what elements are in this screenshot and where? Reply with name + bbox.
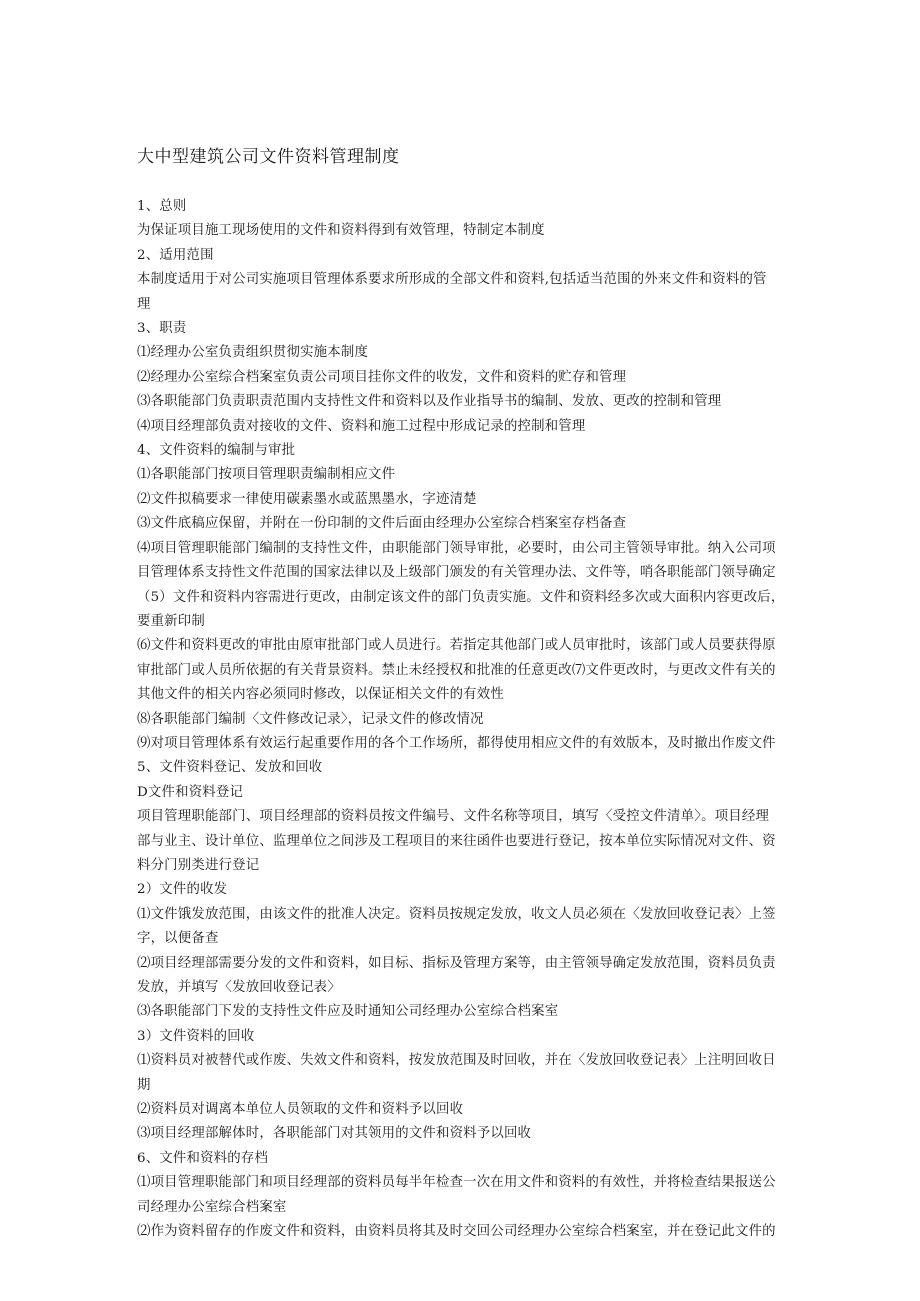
text-line: ⑵作为资料留存的作废文件和资料，由资料员将其及时交回公司经理办公室综合档案室，并在登记此文件的 bbox=[137, 1224, 776, 1240]
text-line: 为保证项目施工现场使用的文件和资料得到有效管理，特制定本制度 bbox=[137, 223, 545, 239]
text-line: 料分门别类进行登记 bbox=[137, 857, 260, 873]
document-body bbox=[137, 195, 872, 1244]
text-line: 3）文件资料的回收 bbox=[137, 1028, 255, 1044]
text-line: ⑴项目管理职能部门和项目经理部的资料员每半年检查一次在用文件和资料的有效性，并将检查结果报送公 bbox=[137, 1175, 776, 1191]
text-line: ⑷项目经理部负责对接收的文件、资料和施工过程中形成记录的控制和管理 bbox=[137, 418, 586, 434]
text-line: 4、文件资料的编制与审批 bbox=[137, 443, 296, 459]
text-line: 1、总则 bbox=[137, 199, 187, 214]
text-line: 6、文件和资料的存档 bbox=[137, 1150, 269, 1166]
text-line: 2）文件的收发 bbox=[137, 882, 228, 898]
text-line: ⑻各职能部门编制〈文件修改记录〉，记录文件的修改情况 bbox=[137, 711, 484, 727]
text-line: ⑶项目经理部解体时，各职能部门对其领用的文件和资料予以回收 bbox=[137, 1126, 532, 1142]
document-title: 大中型建筑公司文件资料管理制度 bbox=[137, 147, 400, 167]
text-line: 项目管理职能部门、项目经理部的资料员按文件编号、文件名称等项目，填写〈受控文件清单〉。项目经理 bbox=[137, 809, 770, 825]
text-line: 理 bbox=[137, 296, 151, 312]
text-line: ⑴经理办公室负责组织贯彻实施本制度 bbox=[137, 345, 369, 361]
text-line: ⑴文件饿发放范围，由该文件的批准人决定。资料员按规定发放，收文人员必须在〈发放回收登记表〉上签 bbox=[137, 906, 776, 922]
text-line: ⑵文件拟稿要求一律使用碳素墨水或蓝黑墨水，字迹清楚 bbox=[137, 491, 477, 507]
text-line: ⑶各职能部门下发的支持性文件应及时通知公司经理办公室综合档案室 bbox=[137, 1004, 559, 1020]
text-line: ⑵资料员对调离本单位人员领取的文件和资料予以回收 bbox=[137, 1102, 464, 1118]
text-line: 字，以便备查 bbox=[137, 931, 219, 947]
text-line: 发放，并填写〈发放回收登记表〉 bbox=[137, 980, 341, 995]
text-line: 其他文件的相关内容必须同时修改，以保证相关文件的有效性 bbox=[137, 687, 504, 703]
text-line: 2、适用范围 bbox=[137, 247, 214, 263]
text-line: ⑶各职能部门负责职责范围内支持性文件和资料以及作业指导书的编制、发放、更改的控制和管理 bbox=[137, 394, 722, 410]
text-line: 期 bbox=[137, 1077, 151, 1093]
text-line: 5、文件资料登记、发放和回收 bbox=[137, 760, 323, 776]
text-line: 目管理体系支持性文件范围的国家法律以及上级部门颁发的有关管理办法、文件等，哨各职能部门领导确定 bbox=[137, 565, 776, 581]
text-line: 审批部门或人员所依据的有关背景资料。禁止未经授权和批准的任意更改⑺文件更改时，与更改文件有关的 bbox=[137, 662, 776, 678]
text-line: D文件和资料登记 bbox=[137, 784, 244, 800]
text-line: 要重新印制 bbox=[137, 613, 205, 629]
text-line: ⑵经理办公室综合档案室负责公司项目挂你文件的收发，文件和资料的贮存和管理 bbox=[137, 369, 627, 385]
text-line: （5）文件和资料内容需进行更改，由制定该文件的部门负责实施。文件和资料经多次或大面积内容更改后， bbox=[137, 589, 785, 605]
document-page bbox=[137, 146, 872, 1244]
text-line: ⑵项目经理部需要分发的文件和资料，如目标、指标及管理方案等，由主管领导确定发放范围，资料员负责 bbox=[137, 955, 776, 971]
text-line: 部与业主、设计单位、监理单位之间涉及工程项目的来往函件也要进行登记，按本单位实际情况对文件、资 bbox=[137, 833, 776, 849]
text-line: ⑹文件和资料更改的审批由原审批部门或人员进行。若指定其他部门或人员审批时，该部门或人员要获得原 bbox=[137, 638, 776, 654]
text-line: 3、职责 bbox=[137, 321, 187, 337]
text-line: 本制度适用于对公司实施项目管理体系要求所形成的全部文件和资料,包括适当范围的外来文件和资料的管 bbox=[137, 272, 767, 288]
text-line: ⑷项目管理职能部门编制的支持性文件，由职能部门领导审批，必要时，由公司主管领导审批。纳入公司项 bbox=[137, 540, 776, 556]
text-line: ⑴各职能部门按项目管理职责编制相应文件 bbox=[137, 467, 396, 483]
text-line: ⑶文件底稿应保留，并附在一份印制的文件后面由经理办公室综合档案室存档备查 bbox=[137, 516, 627, 532]
text-line: 司经理办公室综合档案室 bbox=[137, 1199, 287, 1215]
text-line: ⑼对项目管理体系有效运行起重要作用的各个工作场所，都得使用相应文件的有效版本，及时撤出作废文件 bbox=[137, 735, 776, 751]
text-line: ⑴资料员对被替代或作废、失效文件和资料，按发放范围及时回收，并在〈发放回收登记表〉上注明回收日 bbox=[137, 1053, 776, 1069]
